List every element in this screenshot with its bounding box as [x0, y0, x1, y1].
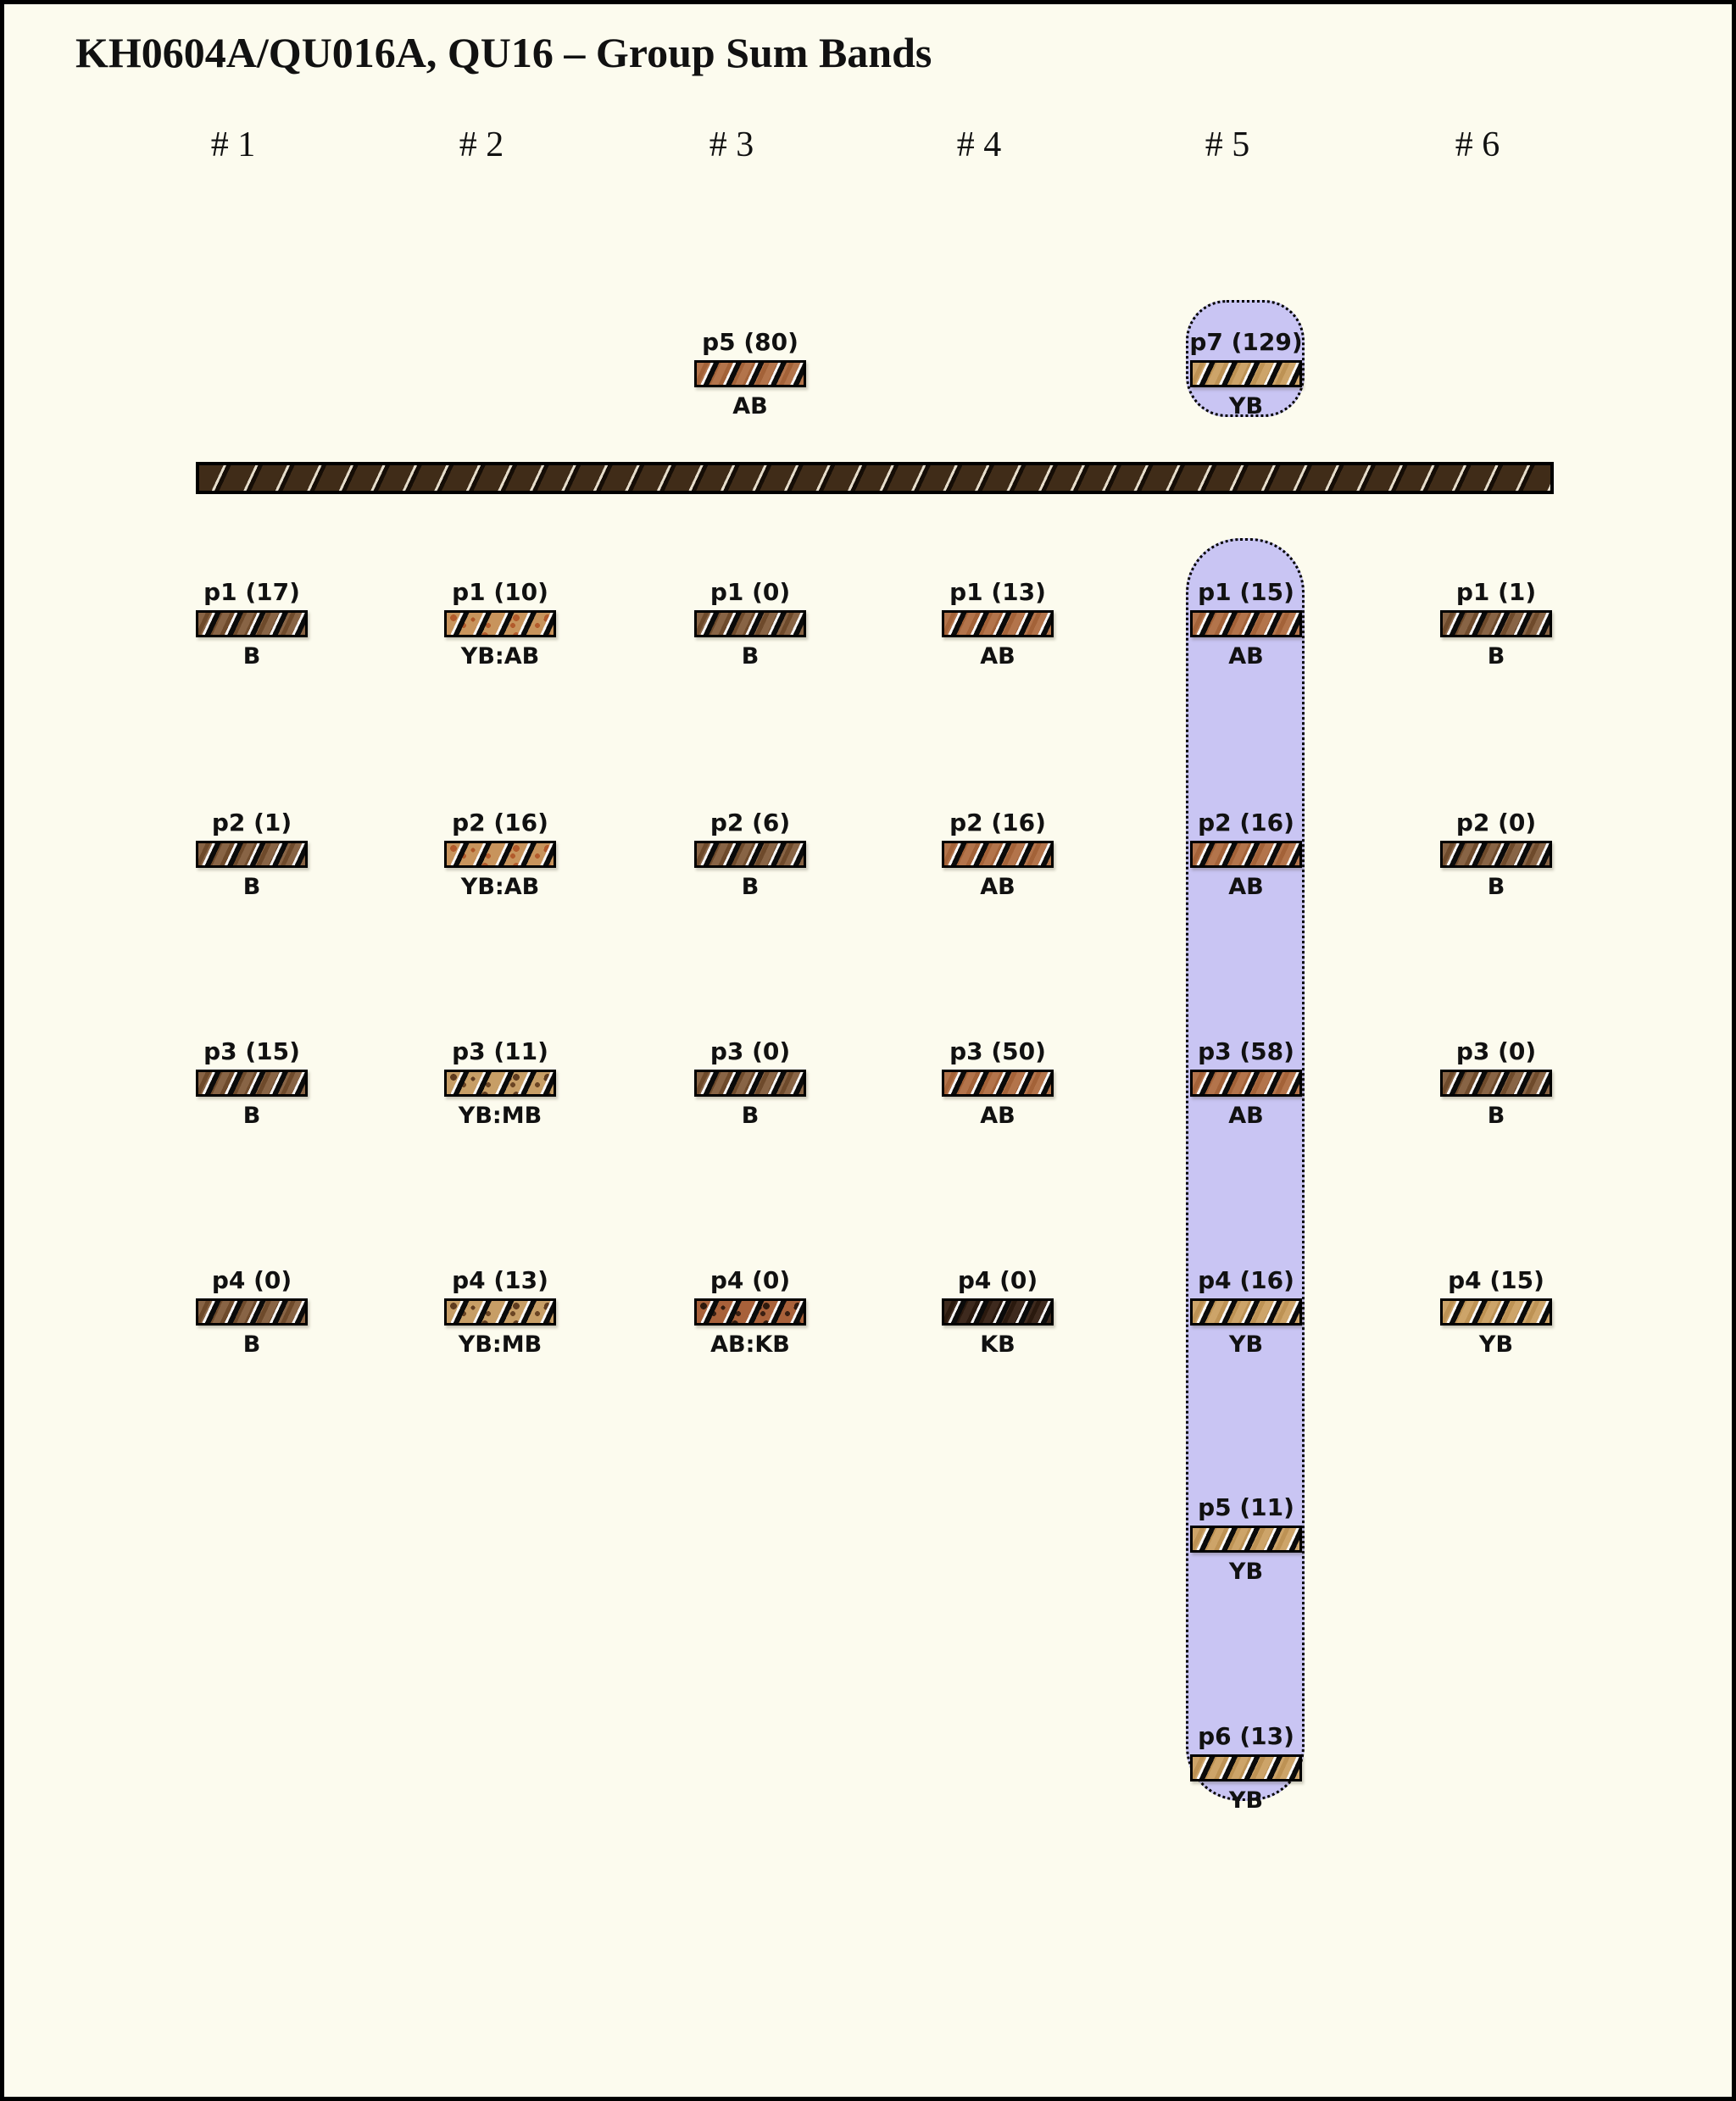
band-label: p3 (50)	[949, 1037, 1046, 1065]
band-bar	[1440, 1070, 1552, 1097]
band-label: p1 (15)	[1198, 578, 1294, 606]
band-bar	[942, 1298, 1054, 1326]
band-label: p5 (11)	[1198, 1493, 1294, 1521]
band-cell	[1190, 569, 1302, 670]
column-header-1: # 1	[210, 125, 256, 164]
band-bar	[942, 1070, 1054, 1097]
band-label: p2 (1)	[211, 809, 292, 837]
band-cell	[196, 1257, 308, 1358]
band-cell	[444, 799, 556, 900]
band-bar	[1190, 1754, 1302, 1781]
band-bar	[694, 360, 806, 387]
band-label: p1 (17)	[203, 578, 300, 606]
band-cell	[942, 569, 1054, 670]
band-label: p3 (11)	[452, 1037, 548, 1065]
band-label: p3 (15)	[203, 1037, 300, 1065]
band-bar	[444, 1298, 556, 1326]
band-type-label: YB	[1228, 1559, 1264, 1585]
band-bar	[1190, 360, 1302, 387]
band-cell	[694, 1257, 806, 1358]
band-bar	[196, 610, 308, 637]
band-bar	[942, 841, 1054, 868]
band-cell	[196, 1028, 308, 1129]
band-cell	[1440, 1257, 1552, 1358]
band-type-label: B	[242, 874, 261, 900]
band-cell	[1190, 319, 1302, 420]
band-label: p5 (80)	[702, 328, 798, 356]
band-type-label: AB	[732, 393, 768, 420]
band-cell	[1440, 799, 1552, 900]
band-cell	[1440, 1028, 1552, 1129]
band-bar	[1440, 841, 1552, 868]
band-cell	[444, 1028, 556, 1129]
band-bar	[1190, 1070, 1302, 1097]
band-cell	[444, 1257, 556, 1358]
band-cell	[1440, 569, 1552, 670]
band-type-label: B	[741, 1103, 760, 1129]
column-header-2: # 2	[459, 125, 504, 164]
band-bar	[694, 1298, 806, 1326]
band-label: p3 (0)	[1455, 1037, 1537, 1065]
band-type-label: AB:KB	[710, 1331, 790, 1358]
band-type-label: AB	[1228, 643, 1264, 670]
band-label: p1 (10)	[452, 578, 548, 606]
band-label: p7 (129)	[1189, 328, 1303, 356]
band-bar	[694, 841, 806, 868]
band-type-label: B	[242, 1103, 261, 1129]
band-label: p4 (0)	[957, 1266, 1038, 1294]
band-label: p3 (58)	[1198, 1037, 1294, 1065]
band-type-label: AB	[980, 643, 1015, 670]
band-type-label: AB	[1228, 874, 1264, 900]
column-header-3: # 3	[709, 125, 754, 164]
band-bar	[444, 1070, 556, 1097]
band-cell	[196, 799, 308, 900]
band-label: p1 (1)	[1455, 578, 1537, 606]
band-type-label: YB:MB	[458, 1103, 542, 1129]
band-bar	[196, 1298, 308, 1326]
band-cell	[942, 799, 1054, 900]
band-label: p3 (0)	[709, 1037, 791, 1065]
band-cell	[444, 569, 556, 670]
band-label: p2 (16)	[452, 809, 548, 837]
band-cell	[196, 569, 308, 670]
band-label: p1 (13)	[949, 578, 1046, 606]
band-cell	[694, 1028, 806, 1129]
band-cell	[694, 569, 806, 670]
highlight-region-column5	[1186, 538, 1305, 1801]
band-type-label: YB	[1228, 393, 1264, 420]
band-type-label: YB:AB	[460, 874, 540, 900]
band-cell	[1190, 1028, 1302, 1129]
band-type-label: AB	[980, 1103, 1015, 1129]
band-type-label: AB	[980, 874, 1015, 900]
band-bar	[196, 841, 308, 868]
band-type-label: KB	[980, 1331, 1015, 1358]
band-type-label: B	[242, 1331, 261, 1358]
band-type-label: B	[1487, 643, 1505, 670]
band-type-label: B	[242, 643, 261, 670]
column-header-6: # 6	[1455, 125, 1500, 164]
band-type-label: YB	[1228, 1331, 1264, 1358]
band-label: p2 (16)	[1198, 809, 1294, 837]
band-cell	[942, 1257, 1054, 1358]
band-bar	[444, 610, 556, 637]
band-type-label: AB	[1228, 1103, 1264, 1129]
band-bar	[1440, 610, 1552, 637]
band-label: p1 (0)	[709, 578, 791, 606]
column-header-5: # 5	[1205, 125, 1250, 164]
band-bar	[942, 610, 1054, 637]
band-bar	[444, 841, 556, 868]
band-type-label: YB	[1228, 1787, 1264, 1814]
band-cell	[942, 1028, 1054, 1129]
band-type-label: B	[1487, 1103, 1505, 1129]
band-cell	[1190, 1713, 1302, 1814]
band-bar	[1190, 1526, 1302, 1553]
band-bar	[1190, 610, 1302, 637]
band-label: p4 (0)	[709, 1266, 791, 1294]
band-type-label: YB:AB	[460, 643, 540, 670]
spanning-band	[196, 462, 1554, 494]
band-label: p2 (16)	[949, 809, 1046, 837]
page-title: KH0604A/QU016A, QU16 – Group Sum Bands	[75, 29, 932, 76]
band-cell	[694, 799, 806, 900]
band-label: p4 (16)	[1198, 1266, 1294, 1294]
band-bar	[1190, 1298, 1302, 1326]
band-label: p4 (13)	[452, 1266, 548, 1294]
band-type-label: B	[741, 643, 760, 670]
band-label: p2 (6)	[709, 809, 791, 837]
band-label: p4 (0)	[211, 1266, 292, 1294]
band-cell	[694, 319, 806, 420]
band-label: p6 (13)	[1198, 1722, 1294, 1750]
band-type-label: YB:MB	[458, 1331, 542, 1358]
band-cell	[1190, 799, 1302, 900]
band-type-label: YB	[1478, 1331, 1514, 1358]
band-bar	[1440, 1298, 1552, 1326]
band-type-label: B	[1487, 874, 1505, 900]
band-bar	[1190, 841, 1302, 868]
band-bar	[196, 1070, 308, 1097]
column-header-4: # 4	[956, 125, 1002, 164]
band-cell	[1190, 1484, 1302, 1585]
band-bar	[694, 610, 806, 637]
band-label: p2 (0)	[1455, 809, 1537, 837]
band-type-label: B	[741, 874, 760, 900]
band-label: p4 (15)	[1448, 1266, 1544, 1294]
band-bar	[694, 1070, 806, 1097]
band-cell	[1190, 1257, 1302, 1358]
